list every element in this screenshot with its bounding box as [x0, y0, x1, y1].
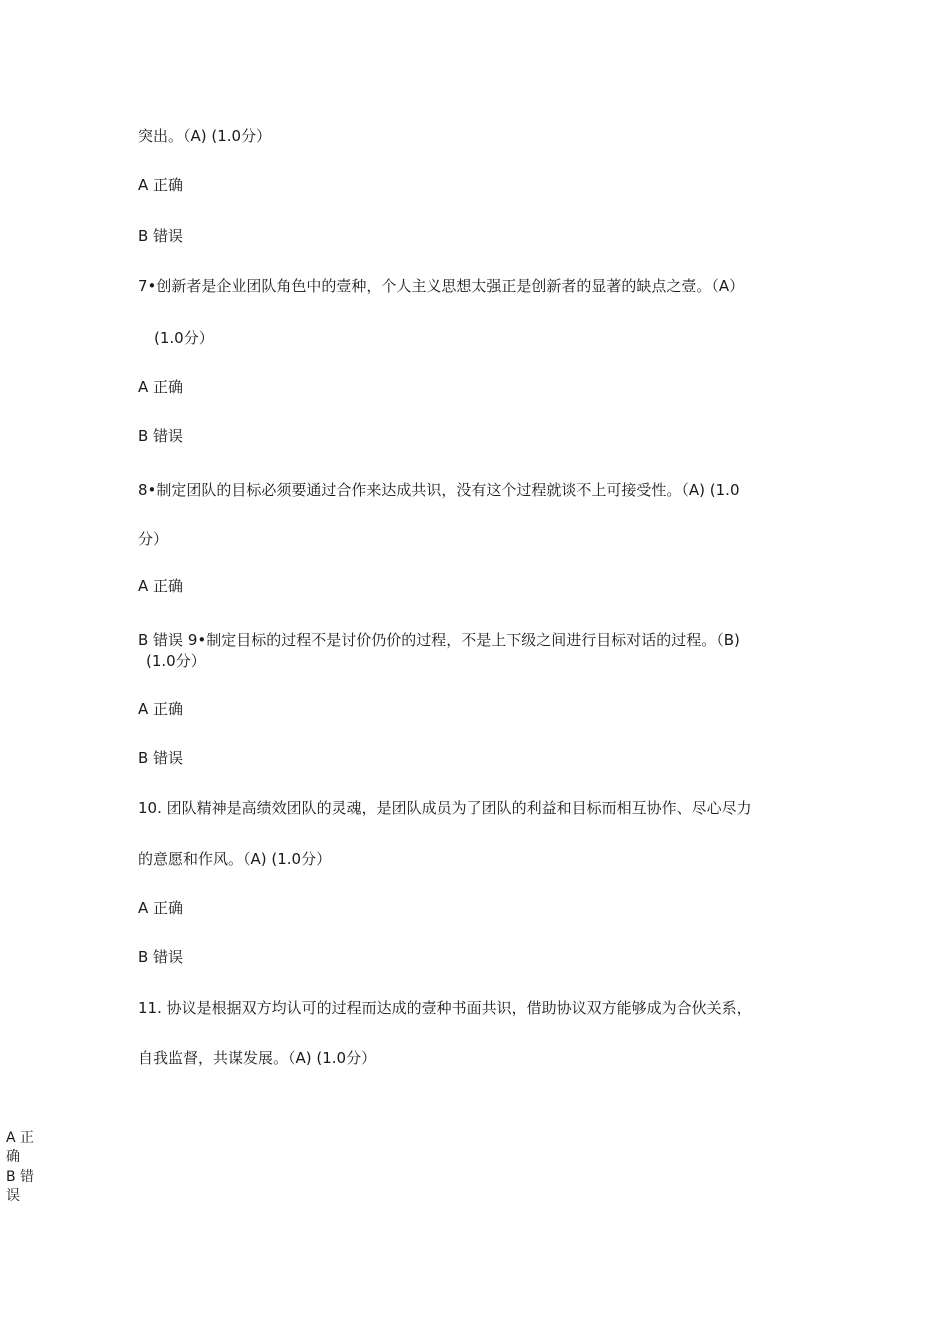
stray-option-a-part2: 确 — [6, 1149, 20, 1165]
question-8-option-a: A 正确 — [138, 577, 184, 595]
question-7-option-b: B 错误 — [138, 427, 184, 445]
question-10-score: 的意愿和作风。（A) (1.0分） — [138, 850, 332, 868]
question-8-option-b-question-9-text: B 错误 9•制定目标的过程不是讨价仍价的过程，不是上下级之间进行目标对话的过程。（B) — [138, 631, 740, 649]
question-10-text: 10. 团队精神是高绩效团队的灵魂，是团队成员为了团队的利益和目标而相互协作、尽心尽力 — [138, 799, 752, 817]
question-10-option-b: B 错误 — [138, 948, 184, 966]
stray-option-b-part1: B 错 — [6, 1169, 35, 1185]
question-6-option-a: A 正确 — [138, 176, 184, 194]
question-9-option-a: A 正确 — [138, 700, 184, 718]
stray-option-a-part1: A 正 — [6, 1130, 35, 1146]
question-9-score: (1.0分） — [146, 652, 206, 670]
stray-option-b-part2: 误 — [6, 1188, 20, 1204]
question-6-option-b: B 错误 — [138, 227, 184, 245]
question-7-text: 7•创新者是企业团队角色中的壹种，个人主义思想太强正是创新者的显著的缺点之壹。（A） — [138, 277, 745, 295]
question-7-score: (1.0分） — [154, 329, 214, 347]
question-7-option-a: A 正确 — [138, 378, 184, 396]
question-9-option-b: B 错误 — [138, 749, 184, 767]
question-10-option-a: A 正确 — [138, 899, 184, 917]
question-11-score: 自我监督，共谋发展。（A) (1.0分） — [138, 1049, 377, 1067]
question-11-text: 11. 协议是根据双方均认可的过程而达成的壹种书面共识，借助协议双方能够成为合伙关系， — [138, 999, 752, 1017]
question-8-score: 分） — [138, 530, 169, 548]
question-6-tail: 突出。（A) (1.0分） — [138, 127, 272, 145]
question-8-text: 8•制定团队的目标必须要通过合作来达成共识，没有这个过程就谈不上可接受性。（A) (1.0 — [138, 481, 740, 499]
